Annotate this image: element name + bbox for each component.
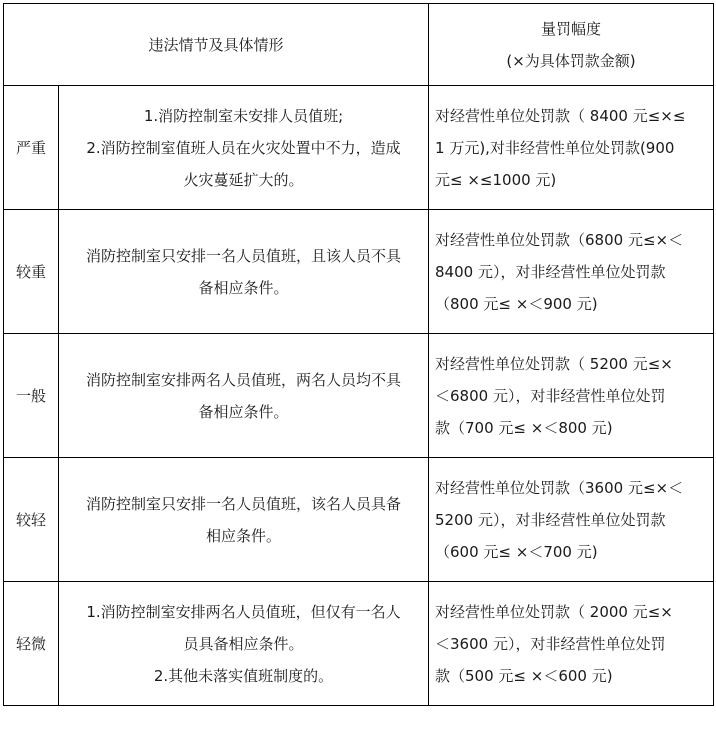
fine-range <box>429 86 714 210</box>
header-penalty-range <box>429 4 714 86</box>
fine-line: 1 万元),对非经营性单位处罚款(900 <box>435 138 675 157</box>
header-penalty-note: (×为具体罚款金额) <box>506 51 636 70</box>
desc-line: 相应条件。 <box>206 526 282 545</box>
circumstance-desc <box>59 86 429 210</box>
desc-line: 消防控制室只安排一名人员值班，该名人员具备 <box>86 494 402 513</box>
table-row <box>4 458 714 582</box>
fine-line: 5200 元），对非经营性单位处罚款 <box>435 510 666 529</box>
circumstance-desc <box>59 582 429 706</box>
fine-line: （800 元≤ ×＜900 元) <box>435 294 598 313</box>
table-row <box>4 86 714 210</box>
desc-line: 备相应条件。 <box>198 278 289 297</box>
table-row <box>4 210 714 334</box>
fine-line: ＜3600 元），对非经营性单位处罚 <box>435 634 666 653</box>
desc-line: 员具备相应条件。 <box>183 634 304 653</box>
circumstance-desc <box>59 458 429 582</box>
severity-level: 较轻 <box>4 458 59 582</box>
severity-level: 一般 <box>4 334 59 458</box>
fine-line: （600 元≤ ×＜700 元) <box>435 542 598 561</box>
circumstance-desc <box>59 334 429 458</box>
circumstance-desc <box>59 210 429 334</box>
fine-line: ＜6800 元），对非经营性单位处罚 <box>435 386 666 405</box>
desc-line: 火灾蔓延扩大的。 <box>183 170 304 189</box>
severity-level: 较重 <box>4 210 59 334</box>
desc-line: 消防控制室只安排一名人员值班，且该人员不具 <box>86 246 402 265</box>
fine-line: 对经营性单位处罚款（ 8400 元≤×≤ <box>435 106 686 125</box>
fine-range <box>429 582 714 706</box>
header-circumstances: 违法情节及具体情形 <box>4 4 429 86</box>
desc-line: 1.消防控制室安排两名人员值班，但仅有一名人 <box>86 602 401 621</box>
fine-line: 对经营性单位处罚款（3600 元≤×＜ <box>435 478 684 497</box>
desc-line: 消防控制室安排两名人员值班，两名人员均不具 <box>86 370 402 389</box>
fine-line: 款（500 元≤ ×＜600 元) <box>435 666 613 685</box>
fine-line: 元≤ ×≤1000 元) <box>435 170 557 189</box>
fine-line: 款（700 元≤ ×＜800 元) <box>435 418 613 437</box>
fine-line: 对经营性单位处罚款（6800 元≤×＜ <box>435 230 684 249</box>
fine-line: 对经营性单位处罚款（ 2000 元≤× <box>435 602 673 621</box>
fine-range <box>429 458 714 582</box>
desc-line: 备相应条件。 <box>198 402 289 421</box>
fine-range <box>429 210 714 334</box>
header-penalty-title: 量罚幅度 <box>541 19 602 38</box>
fine-line: 对经营性单位处罚款（ 5200 元≤× <box>435 354 673 373</box>
fine-range <box>429 334 714 458</box>
severity-level: 严重 <box>4 86 59 210</box>
desc-line: 2.消防控制室值班人员在火灾处置中不力，造成 <box>86 138 401 157</box>
desc-line: 2.其他未落实值班制度的。 <box>153 666 334 685</box>
table-row <box>4 334 714 458</box>
desc-line: 1.消防控制室未安排人员值班; <box>143 106 344 125</box>
table-row <box>4 582 714 706</box>
penalty-table <box>3 3 714 706</box>
severity-level: 轻微 <box>4 582 59 706</box>
header-row <box>4 4 714 86</box>
fine-line: 8400 元），对非经营性单位处罚款 <box>435 262 666 281</box>
